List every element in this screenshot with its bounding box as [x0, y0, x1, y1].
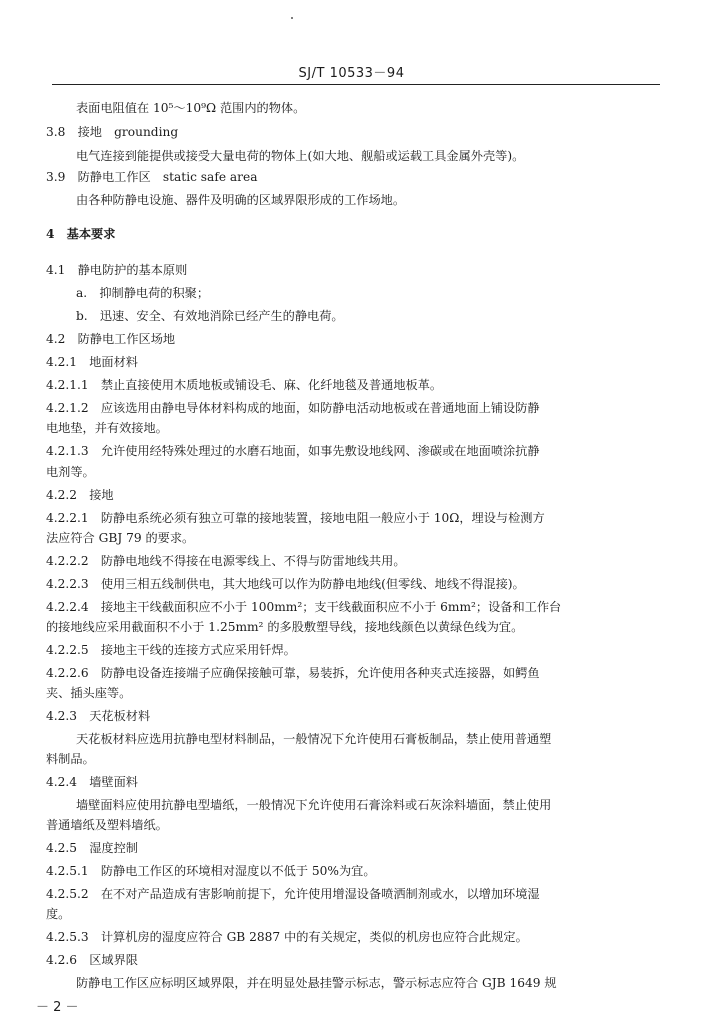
text-line: 普通墙纸及塑料墙纸。: [46, 818, 168, 832]
text-line: 4.2.5.3 计算机房的湿度应符合 GB 2887 中的有关规定，类似的机房也应符合此规定。: [46, 930, 528, 944]
header-rule: [52, 84, 660, 85]
text-line: 4.2.2.4 接地主干线截面积应不小于 100mm²；支干线截面积应不小于 6mm²；设备和工作台: [46, 600, 562, 614]
text-line: 4.2.2.5 接地主干线的连接方式应采用钎焊。: [46, 643, 296, 657]
text-line: 电地垫，并有效接地。: [46, 421, 168, 435]
text-line: 电气连接到能提供或接受大量电荷的物体上(如大地、舰船或运载工具金属外壳等)。: [76, 149, 525, 163]
text-line: 电剂等。: [46, 465, 95, 479]
text-line: 4.2.4 墙壁面料: [46, 775, 138, 789]
text-line: 度。: [46, 907, 71, 921]
text-line: 料制品。: [46, 752, 95, 766]
standard-number-header: SJ/T 10533－94: [298, 66, 405, 81]
text-line: 4.2.1.3 允许使用经特殊处理过的水磨石地面，如事先敷设地线网、渗碳或在地面喷涂抗静: [46, 444, 540, 458]
section-heading: 4 基本要求: [46, 227, 116, 241]
text-line: 4.2.5.2 在不对产品造成有害影响前提下，允许使用增湿设备喷洒制剂或水，以增加环境湿: [46, 887, 540, 901]
text-line: 4.2.6 区域界限: [46, 953, 138, 967]
scan-speck: [291, 17, 293, 19]
text-line: 4.2.5 湿度控制: [46, 841, 138, 855]
text-line: 4.2.2.2 防静电地线不得接在电源零线上、不得与防雷地线共用。: [46, 554, 406, 568]
text-line: 3.8 接地 grounding: [46, 125, 179, 139]
text-line: 4.2.1.1 禁止直接使用木质地板或铺设毛、麻、化纤地毯及普通地板革。: [46, 378, 443, 392]
text-line: 4.2.2 接地: [46, 488, 114, 502]
text-line: 4.2.2.3 使用三相五线制供电，其大地线可以作为防静电地线(但零线、地线不得混接)。: [46, 577, 525, 591]
page-number: － 2 －: [36, 1000, 79, 1015]
text-line: 4.2.3 天花板材料: [46, 709, 151, 723]
text-line: 4.1 静电防护的基本原则: [46, 263, 188, 277]
text-line: 天花板材料应选用抗静电型材料制品，一般情况下允许使用石膏板制品，禁止使用普通塑: [76, 732, 552, 746]
text-line: 3.9 防静电工作区 static safe area: [46, 170, 258, 184]
text-line: 墙壁面料应使用抗静电型墙纸，一般情况下允许使用石膏涂料或石灰涂料墙面，禁止使用: [76, 798, 552, 812]
text-line: 的接地线应采用截面积不小于 1.25mm² 的多股敷塑导线，接地线颜色以黄绿色线为宜。: [46, 620, 524, 634]
text-line: 4.2.1.2 应该选用由静电导体材料构成的地面，如防静电活动地板或在普通地面上铺设防静: [46, 401, 540, 415]
text-line: 表面电阻值在 10⁵～10⁹Ω 范围内的物体。: [76, 101, 306, 115]
text-line: 夹、插头座等。: [46, 686, 132, 700]
text-line: 4.2.2.6 防静电设备连接端子应确保接触可靠，易装拆，允许使用各种夹式连接器，如鳄鱼: [46, 666, 540, 680]
text-line: 防静电工作区应标明区域界限，并在明显处悬挂警示标志，警示标志应符合 GJB 1649 规: [76, 976, 557, 990]
list-item: b. 迅速、安全、有效地消除已经产生的静电荷。: [76, 309, 344, 323]
text-line: 4.2.1 地面材料: [46, 355, 138, 369]
text-line: 4.2.5.1 防静电工作区的环境相对湿度以不低于 50%为宜。: [46, 864, 376, 878]
text-line: 4.2.2.1 防静电系统必须有独立可靠的接地装置，接地电阻一般应小于 10Ω，埋设与检测方: [46, 511, 545, 525]
text-line: 由各种防静电设施、器件及明确的区域界限形成的工作场地。: [76, 193, 406, 207]
text-line: 4.2 防静电工作区场地: [46, 332, 176, 346]
text-line: 法应符合 GBJ 79 的要求。: [46, 531, 195, 545]
list-item: a. 抑制静电荷的积聚；: [76, 286, 210, 300]
